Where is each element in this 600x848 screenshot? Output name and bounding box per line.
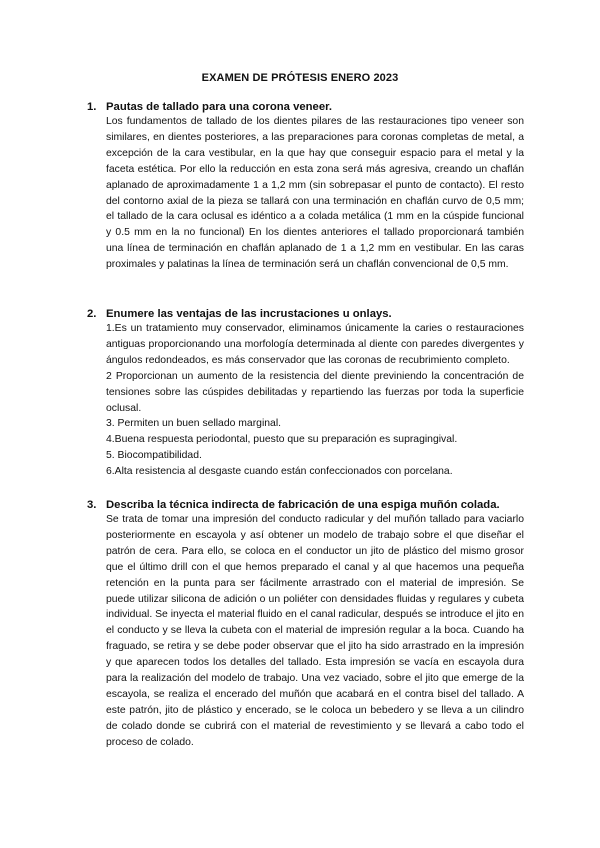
question-3-answer — [106, 512, 524, 751]
question-2-heading: Enumere las ventajas de las incrustaciones u onlays. — [106, 308, 392, 320]
question-1-heading-row — [87, 100, 524, 114]
question-2 — [87, 307, 524, 480]
advantage-item-5: 5. Biocompatibilidad. — [106, 450, 202, 462]
question-3-number: 3. — [87, 499, 97, 511]
advantage-item-2: 2 Proporcionan un aumento de la resistencia del diente previniendo la concentración de tensiones sobre las cúspides debilitadas y repartiendo las fuerzas por toda la superficie oclusal. — [106, 370, 524, 414]
question-1-answer-text: Los fundamentos de tallado de los dientes pilares de las restauraciones tipo veneer son similares, en dientes posteriores, a las preparaciones para coronas completas de metal, a excepción de la cara vestibular, en la que hay que conseguir espacio para el metal y la faceta estética. Por ello la reducción en esta zona será más agresiva, creando un chaflán aplanado de aproximadamente 1 a 1,2 mm (sin sobrepasar el punto de contacto). El resto del contorno axial de la pieza se tallará con una terminación en chaflán curvo de 0,5 mm; el tallado de la cara oclusal es idéntico a a colada metálica (1 mm en la cúspide funcional y 0.5 mm en la no funcional) En los dientes anteriores el tallado proporcionará también una línea de terminación en chaflán aplanado de 1 a 1,2 mm en vestibular. En las caras proximales y palatinas la línea de terminación será un chaflán convencional de 0,5 mm. — [106, 116, 524, 271]
question-1-heading: Pautas de tallado para una corona veneer. — [106, 101, 333, 113]
question-3-heading-row — [87, 498, 524, 512]
question-2-number: 2. — [87, 308, 97, 320]
advantage-item-6: 6.Alta resistencia al desgaste cuando están confeccionados con porcelana. — [106, 466, 453, 478]
question-3-answer-text: Se trata de tomar una impresión del conducto radicular y del muñón tallado para vaciarlo posteriormente en escayola y así obtener un modelo de trabajo sobre el que diseñar el patrón de cera. Para ello, se coloca en el conductor un jito de plástico del mismo grosor que el último drill con el que hemos preparado el canal y al que hacemos una pequeña retención en la punta para ser fácilmente arrastrado con el material de impresión. Se puede utilizar silicona de adición o un poliéter con densidades fluidas y regulares y cubeta individual. Se inyecta el material fluido en el canal radicular, después se introduce el jito en el conducto y se lleva la cubeta con el material de impresión regular a la boca. Cuando ha fraguado, se retira y se debe poder observar que el jito ha sido arrastrado en la impresión y que aparecen todos los detalles del tallado. Esta impresión se vacía en escayola dura para la realización del modelo de trabajo. Una vez vaciado, sobre el jito que emerge de la escayola, se realiza el encerado del muñón que acabará en el contra bisel del tallado. A este patrón, jito de plástico y encerado, se le coloca un bebedero y se lleva a un cilindro de colado donde se cubrirá con el material de revestimiento y se llevará a cabo todo el proceso de colado. — [106, 514, 524, 748]
advantage-item-4: 4.Buena respuesta periodontal, puesto que su preparación es supragingival. — [106, 434, 458, 446]
question-3 — [87, 498, 524, 751]
page-title: EXAMEN DE PRÓTESIS ENERO 2023 — [201, 72, 399, 84]
question-3-heading: Describa la técnica indirecta de fabricación de una espiga muñón colada. — [106, 499, 500, 511]
question-2-answer — [106, 321, 524, 480]
advantage-item-3: 3. Permiten un buen sellado marginal. — [106, 418, 282, 430]
question-1-answer — [106, 114, 524, 273]
advantage-item-1: 1.Es un tratamiento muy conservador, eliminamos únicamente la caries o restauraciones antiguas proporcionando una morfología determinada al diente con paredes divergentes y ángulos redondeados, es más conservador que las coronas de recubrimiento completo. — [106, 323, 524, 366]
question-1-number: 1. — [87, 101, 97, 113]
question-1 — [87, 100, 524, 273]
question-2-heading-row — [87, 307, 524, 321]
